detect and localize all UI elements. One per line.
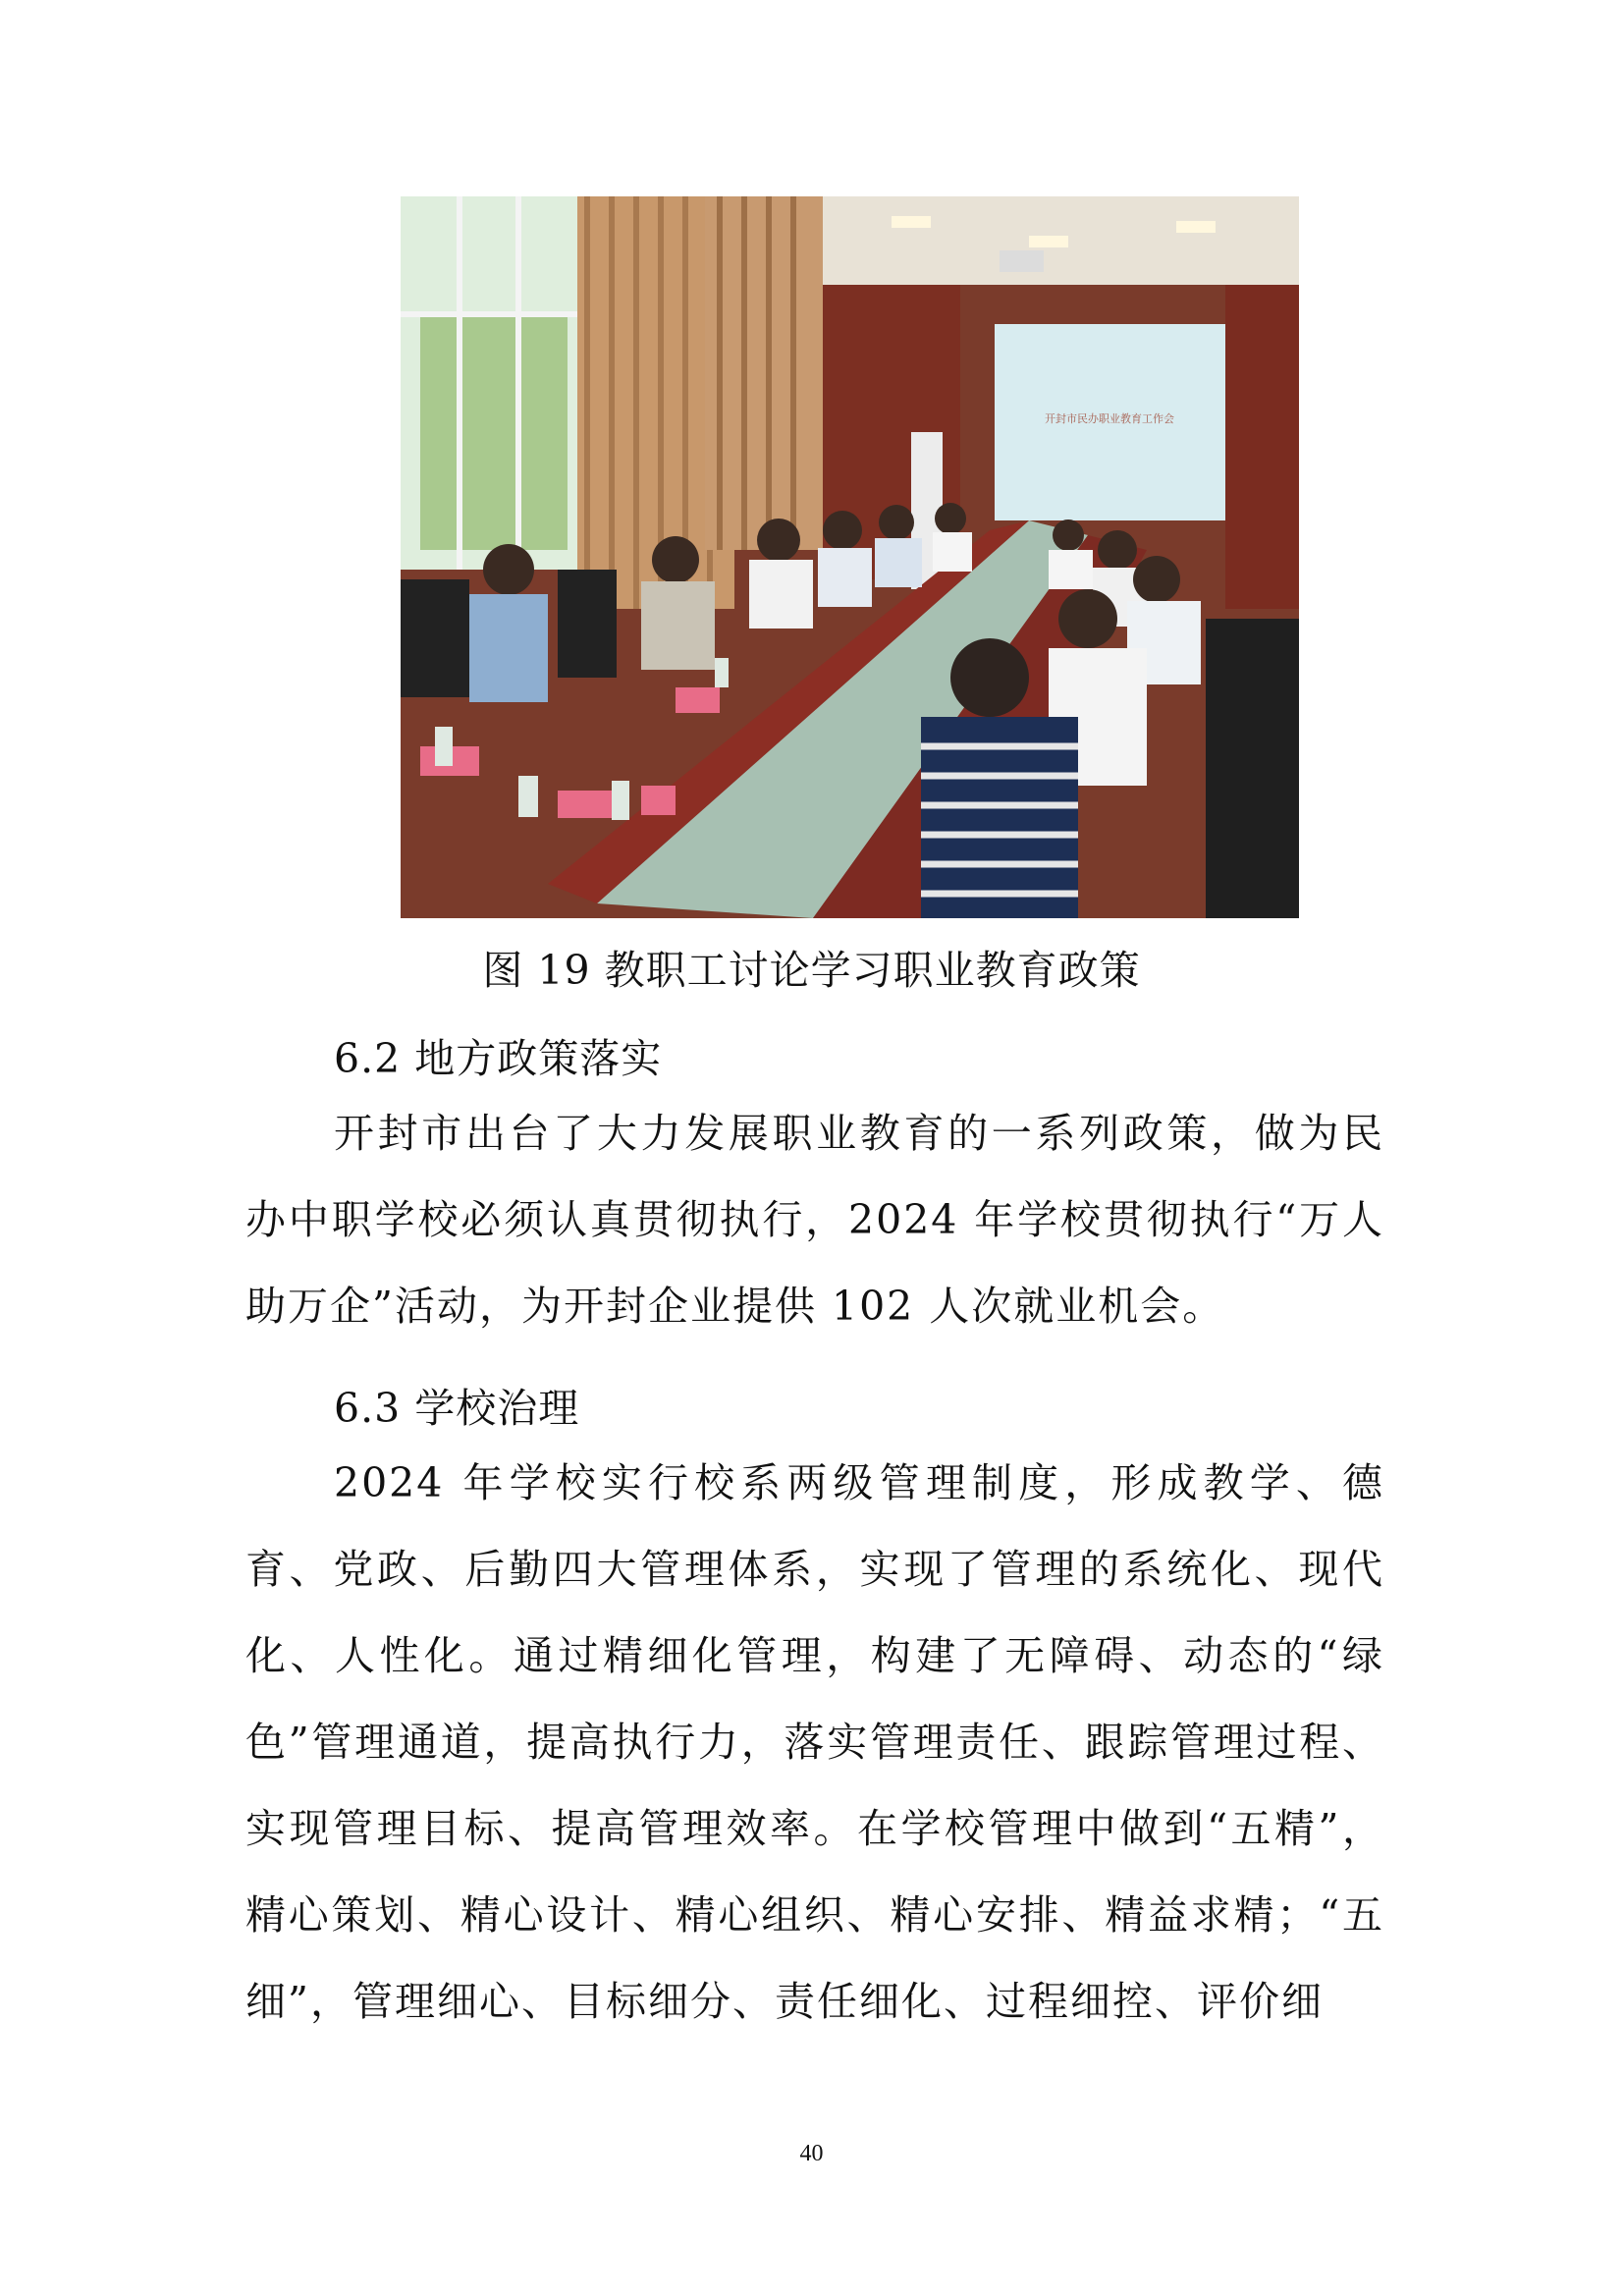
projector	[1000, 250, 1044, 272]
paragraph-6-3: 2024 年学校实行校系两级管理制度，形成教学、德育、党政、后勤四大管理体系，实现了管理的系统化、现代化、人性化。通过精细化管理，构建了无障碍、动态的“绿色”管理通道，提高执行力，落实管理责任、跟踪管理过程、实现管理目标、提高管理效率。在学校管理中做到“五精”，精心策划、精心设计、精心组织、精心安排、精益求精；“五细”，管理细心、目标细分、责任细化、过程细控、评价细	[245, 1459, 1384, 2025]
meeting-scene	[401, 196, 1299, 918]
chair	[401, 579, 469, 697]
paragraph-6-2: 开封市出台了大力发展职业教育的一系列政策，做为民办中职学校必须认真贯彻执行，2024 年学校贯彻执行“万人助万企”活动，为开封企业提供 102 人次就业机会。	[245, 1110, 1384, 1330]
section-heading-6-3: 6.3 学校治理	[334, 1385, 580, 1432]
figure-caption: 图 19 教职工讨论学习职业教育政策	[482, 947, 1141, 994]
person-foreground	[950, 638, 1029, 717]
section-heading-6-2: 6.2 地方政策落实	[334, 1035, 663, 1082]
page-number: 40	[799, 2141, 824, 2166]
meeting-photo	[401, 196, 1299, 918]
screen-text: 开封市民办职业教育工作会	[1045, 412, 1174, 425]
